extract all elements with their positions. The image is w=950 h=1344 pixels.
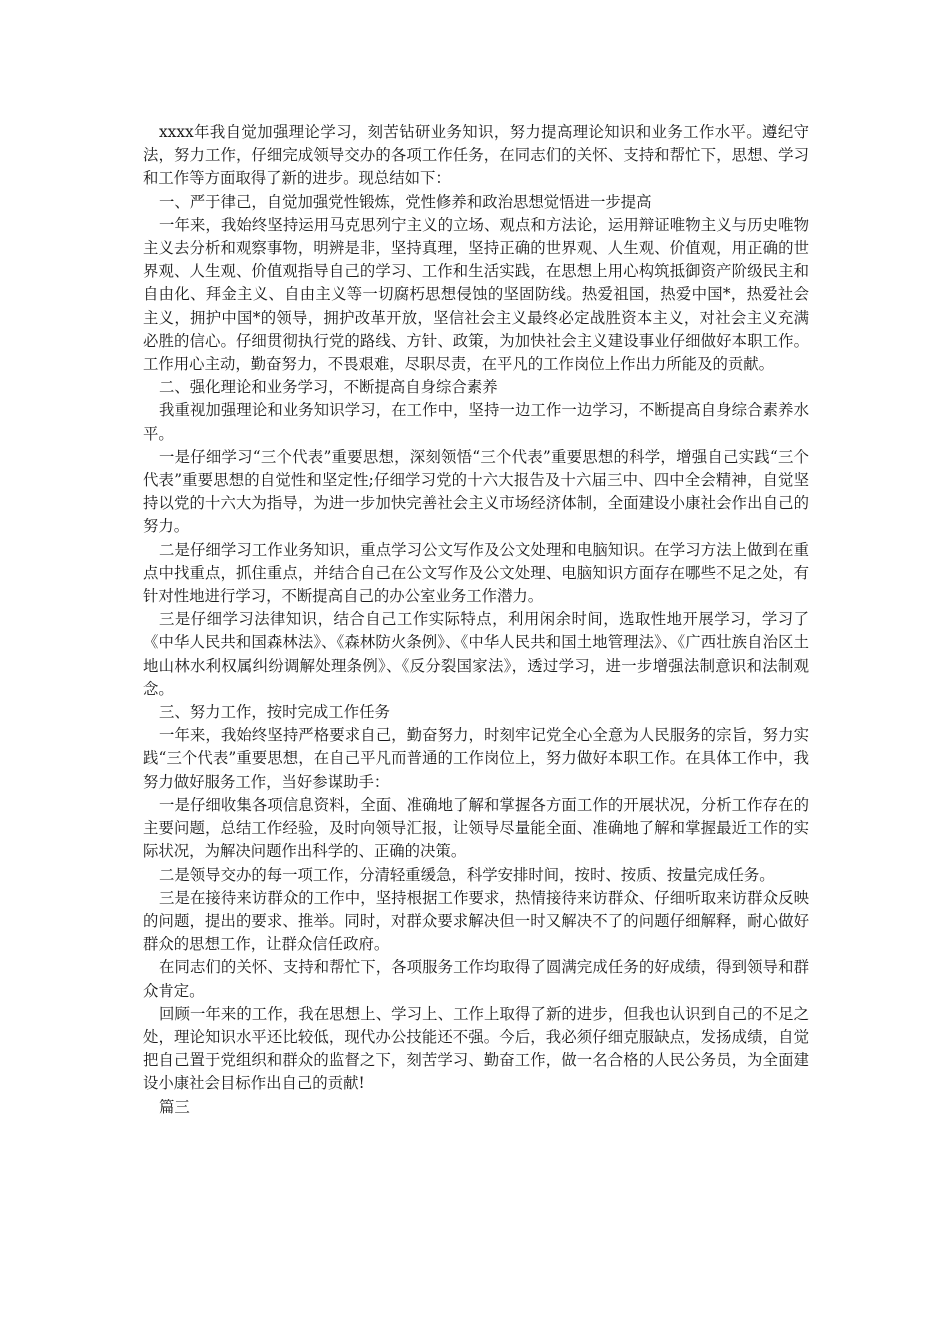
section-heading-1: 一、严于律己，自觉加强党性锻炼，党性修养和政治思想觉悟进一步提高 bbox=[159, 192, 652, 211]
body-paragraph: 一是仔细学习“三个代表”重要思想，深刻领悟“三个代表”重要思想的科学，增强自己实践“三个代表”重要思想的自觉性和坚定性;仔细学习党的十六大报告及十六届三中、四中全会精神，自觉坚持以党的十六大为指导，为进一步加快完善社会主义市场经济体制，全面建设小康社会作出自己的努力。 bbox=[143, 447, 809, 536]
document-body bbox=[143, 121, 809, 1119]
section-heading-3: 三、努力工作，按时完成工作任务 bbox=[159, 703, 390, 722]
body-paragraph: 二是领导交办的每一项工作，分清轻重缓急，科学安排时间，按时、按质、按量完成任务。 bbox=[159, 865, 775, 884]
body-paragraph: 二是仔细学习工作业务知识，重点学习公文写作及公文处理和电脑知识。在学习方法上做到在重点中找重点，抓住重点，并结合自己在公文写作及公文处理、电脑知识方面存在哪些不足之处，有针对性地进行学习，不断提高自己的办公室业务工作潜力。 bbox=[143, 540, 809, 606]
body-paragraph: 三是仔细学习法律知识，结合自己工作实际特点，利用闲余时间，选取性地开展学习，学习了《中华人民共和国森林法》、《森林防火条例》、《中华人民共和国土地管理法》、《广西壮族自治区土地山林水利权属纠纷调解处理条例》、《反分裂国家法》，透过学习，进一步增强法制意识和法制观念。 bbox=[143, 610, 809, 698]
body-paragraph: 三是在接待来访群众的工作中，坚持根据工作要求，热情接待来访群众、仔细听取来访群众反映的问题，提出的要求、推举。同时，对群众要求解决但一时又解决不了的问题仔细解释，耐心做好群众的思想工作，让群众信任政府。 bbox=[143, 888, 809, 954]
body-paragraph: 在同志们的关怀、支持和帮忙下，各项服务工作均取得了圆满完成任务的好成绩，得到领导和群众肯定。 bbox=[143, 958, 809, 1000]
body-paragraph: 一年来，我始终坚持严格要求自己，勤奋努力，时刻牢记党全心全意为人民服务的宗旨，努力实践“三个代表”重要思想，在自己平凡而普通的工作岗位上，努力做好本职工作。在具体工作中，我努力做好服务工作，当好参谋助手： bbox=[143, 726, 809, 791]
body-paragraph: 一年来，我始终坚持运用马克思列宁主义的立场、观点和方法论，运用辩证唯物主义与历史唯物主义去分析和观察事物，明辨是非，坚持真理，坚持正确的世界观、人生观、价值观，用正确的世界观、人生观、价值观指导自己的学习、工作和生活实践，在思想上用心构筑抵御资产阶级民主和自由化、拜金主义、自由主义等一切腐朽思想侵蚀的坚固防线。热爱祖国，热爱中国*，热爱社会主义，拥护中国*的领导，拥护改革开放，坚信社会主义最终必定战胜资本主义，对社会主义充满必胜的信心。仔细贯彻执行党的路线、方针、政策，为加快社会主义建设事业仔细做好本职工作。工作用心主动，勤奋努力，不畏艰难，尽职尽责，在平凡的工作岗位上作出力所能及的贡献。 bbox=[143, 215, 809, 374]
body-paragraph: 我重视加强理论和业务知识学习，在工作中，坚持一边工作一边学习，不断提高自身综合素养水平。 bbox=[143, 401, 809, 443]
next-article-label: 篇三 bbox=[159, 1097, 190, 1116]
intro-paragraph: xxxx年我自觉加强理论学习，刻苦钻研业务知识，努力提高理论知识和业务工作水平。遵纪守法，努力工作，仔细完成领导交办的各项工作任务，在同志们的关怀、支持和帮忙下，思想、学习和工作等方面取得了新的进步。现总结如下： bbox=[143, 123, 809, 188]
conclusion-paragraph: 回顾一年来的工作，我在思想上、学习上、工作上取得了新的进步，但我也认识到自己的不足之处，理论知识水平还比较低，现代办公技能还不强。今后，我必须仔细克服缺点，发扬成绩，自觉把自己置于党组织和群众的监督之下，刻苦学习、勤奋工作，做一名合格的人民公务员，为全面建设小康社会目标作出自己的贡献! bbox=[143, 1004, 809, 1093]
section-heading-2: 二、强化理论和业务学习，不断提高自身综合素养 bbox=[159, 378, 498, 397]
body-paragraph: 一是仔细收集各项信息资料，全面、准确地了解和掌握各方面工作的开展状况，分析工作存在的主要问题，总结工作经验，及时向领导汇报，让领导尽量能全面、准确地了解和掌握最近工作的实际状况，为解决问题作出科学的、正确的决策。 bbox=[143, 795, 809, 861]
